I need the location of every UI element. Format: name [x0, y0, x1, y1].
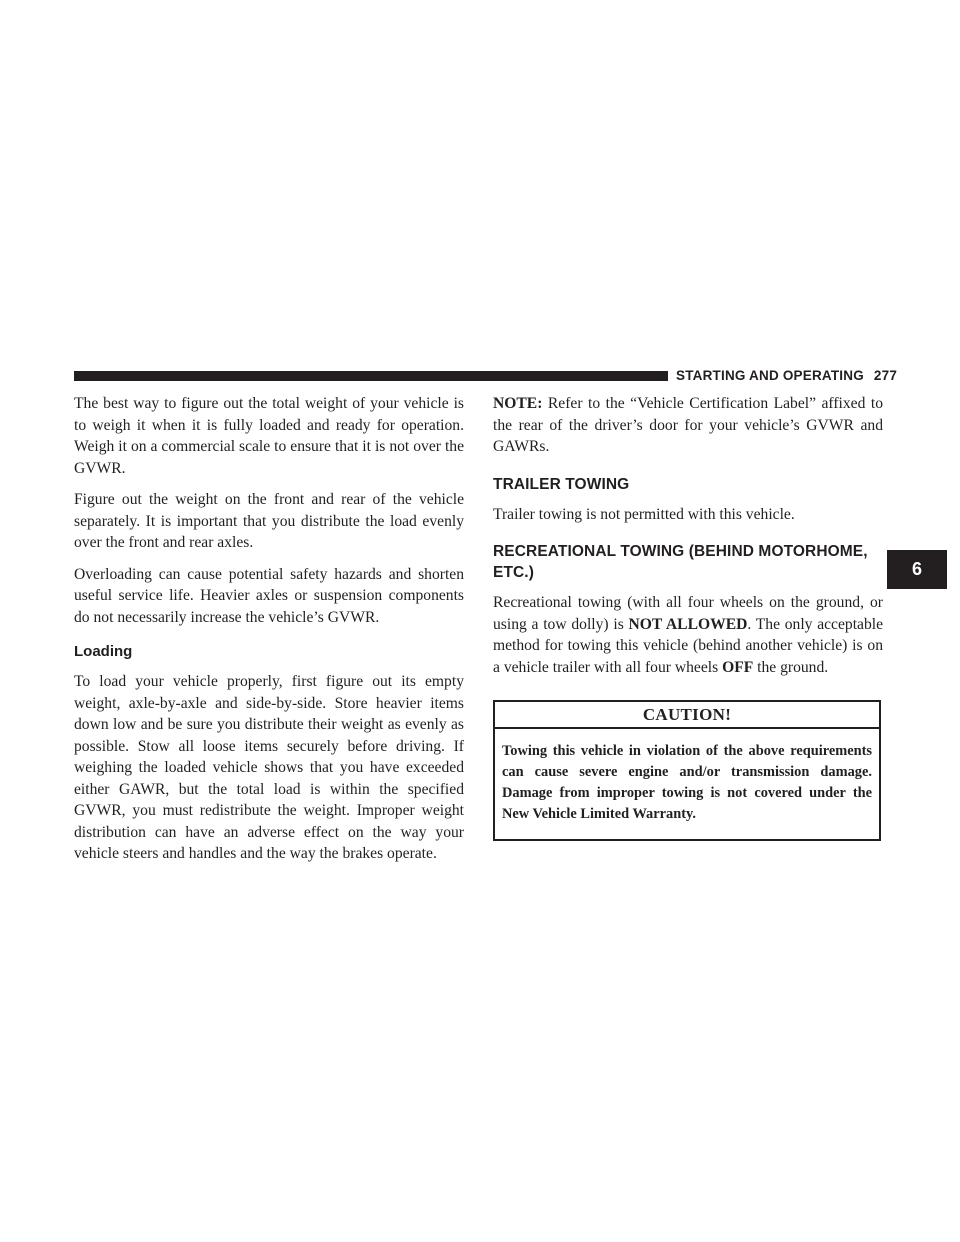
paragraph-overloading: Overloading can cause potential safety hazards and shorten useful service life. Heavier axles or suspension components do not necessarily increase the vehicle’s GVWR. — [74, 565, 464, 626]
section-title: STARTING AND OPERATING — [676, 368, 864, 383]
note-paragraph — [493, 393, 883, 458]
note-text: Refer to the “Vehicle Certification Label” affixed to the rear of the driver’s door for your vehicle’s GVWR and GAWRs. — [493, 395, 883, 455]
chapter-tab: 6 — [887, 550, 947, 589]
caution-title: CAUTION! — [495, 702, 879, 729]
heading-trailer-towing: TRAILER TOWING — [493, 475, 630, 493]
rec-text-2: . The only acceptable method for towing this vehicle (behind another vehicle) is on a vehicle trailer with all four wheels — [493, 615, 883, 676]
heading-recreational-towing: RECREATIONAL TOWING (BEHIND MOTORHOME, ETC.) — [493, 543, 868, 581]
caution-text: Towing this vehicle in violation of the above requirements can cause severe engine and/or transmission damage. Damage from improper towing is not covered under the New Vehicle Limited Warranty. — [502, 743, 872, 822]
rec-text-3: the ground. — [753, 658, 829, 676]
header-rule — [74, 371, 668, 381]
running-header — [676, 368, 897, 383]
note-label: NOTE: — [493, 395, 543, 412]
page-number: 277 — [873, 368, 898, 383]
caution-box — [493, 700, 881, 841]
paragraph-axle-weight: Figure out the weight on the front and rear of the vehicle separately. It is important that you distribute the load evenly over the front and rear axles. — [74, 491, 464, 551]
right-column — [493, 393, 883, 841]
paragraph-recreational-towing — [493, 592, 883, 678]
paragraph-total-weight: The best way to figure out the total weight of your vehicle is to weigh it when it is fully loaded and ready for operation. Weigh it on a commercial scale to ensure that it is not over the GVWR. — [74, 395, 464, 477]
paragraph-loading: To load your vehicle properly, first figure out its empty weight, axle-by-axle and side-by-side. Store heavier items down low and be sure you distribute their weight as evenly as possible. Stow all loose items securely before driving. If weighing the loaded vehicle shows that you have exceeded either GAWR, but the total load is within the specified GVWR, you must redistribute the weight. Improper weight distribution can have an adverse effect on the way your vehicle steers and handles and the way the brakes operate. — [74, 673, 464, 862]
off-emphasis: OFF — [722, 658, 754, 676]
rec-text-1: Recreational towing (with all four wheels on the ground, or using a tow dolly) is — [493, 594, 883, 633]
left-column — [74, 393, 464, 875]
not-allowed-emphasis: NOT ALLOWED — [628, 615, 748, 633]
heading-loading: Loading — [74, 643, 133, 660]
paragraph-trailer-towing: Trailer towing is not permitted with this vehicle. — [493, 505, 795, 523]
